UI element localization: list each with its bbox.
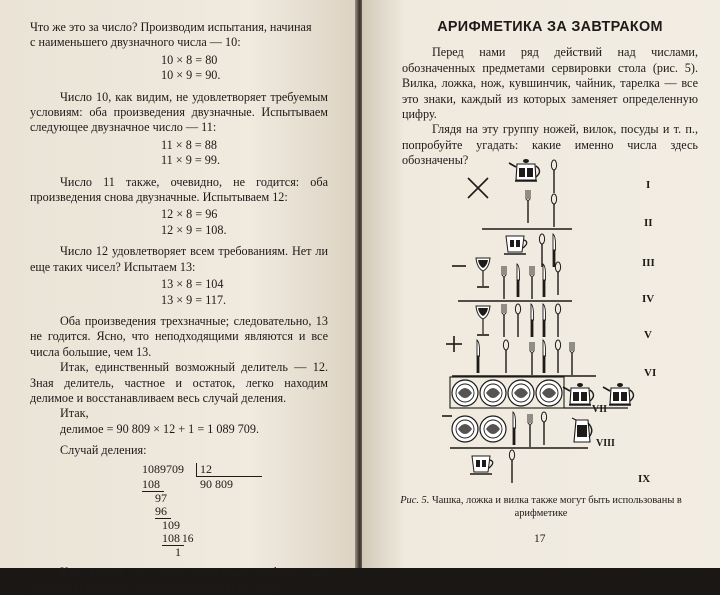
spoon-icon	[503, 340, 508, 373]
equation: 11 × 8 = 88	[161, 137, 217, 152]
equation-block	[30, 207, 328, 238]
paragraph: делимое = 90 809 × 12 + 1 = 1 089 709.	[60, 421, 260, 436]
chapter-heading: АРИФМЕТИКА ЗА ЗАВТРАКОМ	[437, 19, 663, 35]
paragraph: Оба произведения трехзначные; следовательно, 13 не годится. Ясно, что неподходящими являются и все числа большие, чем 13.	[30, 313, 328, 359]
figure-tableware-arithmetic	[412, 158, 684, 486]
row-label-2: II	[644, 217, 653, 229]
spoon-icon	[551, 194, 556, 227]
jug-icon	[572, 418, 592, 442]
spoon-icon	[515, 304, 520, 337]
row-label-9: IX	[638, 473, 651, 485]
paragraph: Число 12 удовлетворяет всем требованиям. Нет ли еще таких чисел? Испытаем 13:	[30, 244, 328, 274]
left-page	[0, 0, 357, 594]
partial-product: 96	[155, 503, 167, 518]
page-number: 16	[182, 533, 194, 545]
row-label-6: VI	[644, 367, 657, 379]
row-label-4: IV	[642, 293, 655, 305]
plate-icon	[508, 380, 534, 406]
left-page-text	[30, 20, 328, 595]
equation: 13 × 8 = 104	[161, 277, 224, 292]
paragraph: Как видим, по двум известным цифрам нам удалось установить смысл 26 неизвестных цифр.	[30, 564, 328, 594]
plate-icon	[452, 416, 478, 442]
caption-label: Рис. 5.	[400, 495, 430, 506]
plate-icon	[452, 380, 478, 406]
fork-icon	[530, 266, 534, 299]
knife-icon	[513, 412, 516, 445]
equation: 11 × 9 = 99.	[161, 153, 220, 168]
row-label-5: V	[644, 329, 652, 341]
fork-icon	[502, 304, 506, 337]
right-page-text	[402, 20, 698, 169]
wineglass-icon	[476, 258, 490, 287]
paragraph: Перед нами ряд действий над числами, обозначенных предметами сервировки стола (рис. 5). Вилка, ложка, нож, кувшинчик, чайник, тарелка — все это знаки, каждый из которых заменяет определенную цифру.	[402, 45, 698, 122]
spoon-icon	[541, 412, 546, 445]
knife-icon	[517, 264, 520, 297]
teapot-icon	[509, 159, 540, 181]
row-label-3: III	[642, 257, 655, 269]
remainder: 1	[175, 544, 181, 559]
paragraph: Итак, единственный возможный делитель — 12. Зная делитель, частное и остаток, легко находим делимое и восстанавливаем весь случай деления.	[30, 360, 328, 405]
partial-product: 108	[142, 476, 160, 491]
partial-remainder: 97	[155, 490, 167, 505]
text-line: с наименьшего двузначного числа — 10:	[30, 35, 241, 50]
spoon-icon	[509, 450, 514, 483]
partial-remainder: 109	[162, 517, 180, 532]
spoon-icon	[555, 304, 560, 337]
spoon-icon	[539, 234, 544, 267]
spoon-icon	[555, 262, 560, 295]
text-line: Что же это за число? Производим испытания, начиная	[30, 20, 312, 34]
plus-sign	[446, 336, 462, 352]
fork-icon	[528, 414, 532, 447]
paragraph: Число 11 также, очевидно, не годится: оба произведения снова двузначные. Испытываем 12:	[30, 174, 328, 205]
row-label-8: VIII	[596, 438, 615, 449]
equation: 12 × 8 = 96	[161, 207, 218, 222]
page-number: 17	[534, 533, 546, 545]
divisor: 12	[200, 461, 212, 476]
multiply-sign	[468, 178, 488, 198]
knife-icon	[543, 304, 546, 337]
caption-text: Чашка, ложка и вилка также могут быть использованы в арифметике	[431, 495, 682, 519]
equation-block	[30, 138, 328, 169]
spoon-icon	[551, 160, 556, 193]
fork-icon	[570, 342, 574, 375]
paragraph: Итак,	[60, 406, 89, 421]
figure-caption	[382, 494, 700, 520]
teapot-icon	[563, 383, 594, 405]
right-page	[362, 0, 720, 568]
plate-icon	[480, 416, 506, 442]
plate-icon	[536, 380, 562, 406]
knife-icon	[553, 234, 556, 267]
fork-icon	[502, 266, 506, 299]
quotient: 90 809	[200, 476, 233, 491]
row-label-1: I	[646, 179, 651, 191]
paragraph: Глядя на эту группу ножей, вилок, посуды и т. п., попробуйте угадать: какие именно числа здесь обозначены?	[402, 122, 698, 168]
paragraph: Случай деления:	[60, 443, 147, 458]
fork-icon	[530, 342, 534, 375]
row-label-7: VII	[592, 404, 608, 415]
spoon-icon	[555, 340, 560, 373]
dividend: 1089709	[142, 461, 184, 476]
equation: 10 × 9 = 90.	[161, 68, 221, 83]
partial-product: 108	[162, 530, 180, 545]
paragraph	[30, 20, 328, 51]
equation: 10 × 8 = 80	[161, 52, 218, 67]
knife-icon	[543, 264, 546, 297]
wineglass-icon	[476, 306, 490, 335]
teapot-icon	[603, 383, 634, 405]
equation-block	[30, 277, 328, 308]
fork-icon	[526, 190, 530, 223]
equation: 13 × 9 = 117.	[161, 292, 227, 307]
cup-icon	[504, 236, 527, 254]
equation: 12 × 9 = 108.	[161, 222, 227, 237]
knife-icon	[531, 304, 534, 337]
division-bar	[196, 463, 197, 476]
knife-icon	[477, 340, 480, 373]
equation-block	[30, 53, 328, 84]
paragraph: Число 10, как видим, не удовлетворяет требуемым условиям: оба произведения двузначные. Испытываем следующее двузначное число — 11:	[30, 89, 328, 135]
knife-icon	[543, 340, 546, 373]
plate-icon	[480, 380, 506, 406]
cup-icon	[470, 456, 493, 474]
long-division	[142, 463, 272, 559]
